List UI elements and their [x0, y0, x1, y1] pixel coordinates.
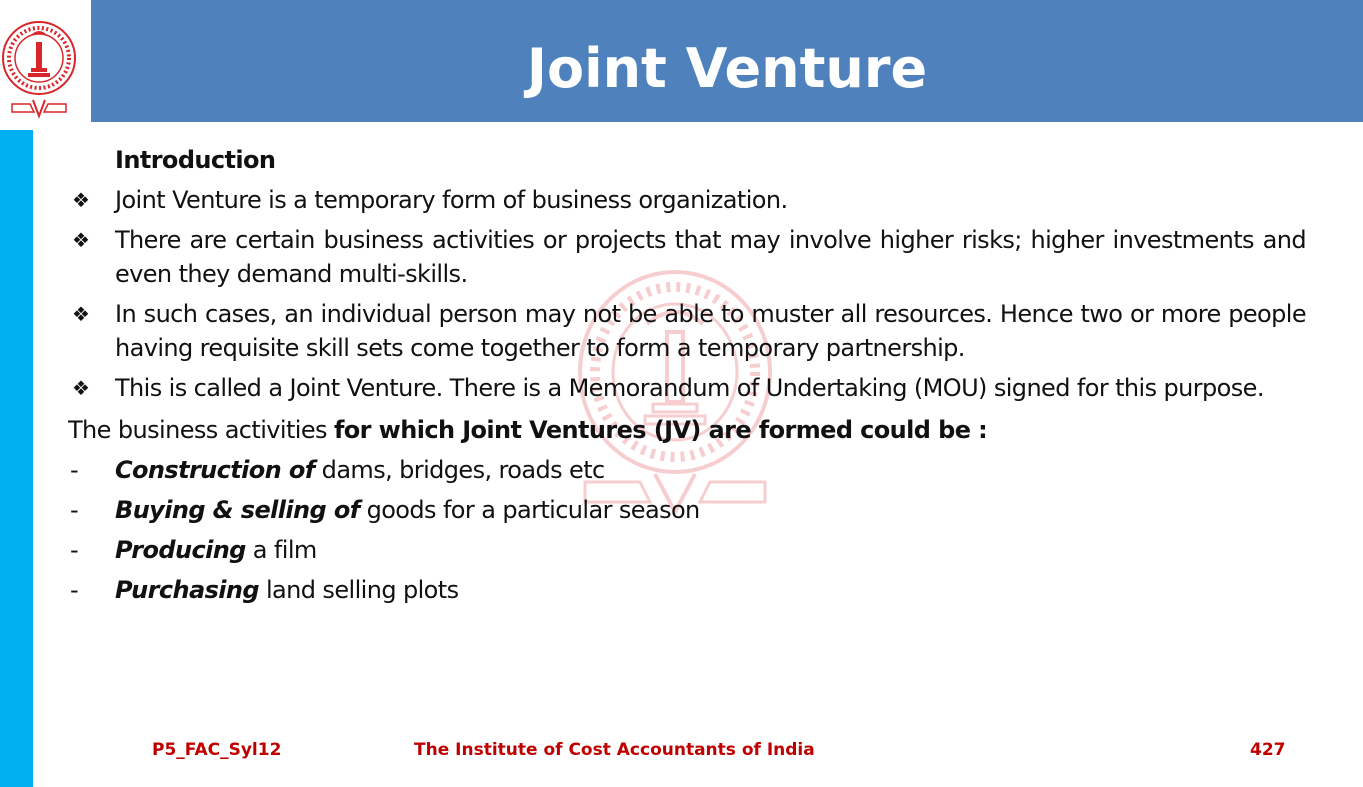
intro-bullet-text: There are certain business activities or projects that may involve higher risks; higher investments and even they demand multi-skills.: [115, 226, 1306, 288]
dash-marker: -: [70, 456, 79, 484]
activity-rest: a film: [245, 536, 317, 564]
activity-rest: land selling plots: [258, 576, 459, 604]
institute-logo-icon: [0, 0, 78, 122]
activity-item: [68, 533, 1306, 567]
intro-bullet: [68, 371, 1306, 405]
activity-emphasis: Purchasing: [115, 576, 259, 604]
intro-bullet: [68, 297, 1306, 365]
intro-bullet-text: In such cases, an individual person may not be able to muster all resources. Hence two or more people having requisite skill sets come together to form a temporary partnership.: [115, 300, 1306, 362]
dash-marker: -: [70, 576, 79, 604]
activity-emphasis: Buying & selling of: [115, 496, 360, 524]
bullet-diamond-icon: ❖: [72, 188, 90, 212]
activities-lead: [68, 413, 1306, 447]
activity-item: [68, 493, 1306, 527]
intro-bullet: [68, 223, 1306, 291]
activity-item: [68, 573, 1306, 607]
activity-rest: goods for a particular season: [359, 496, 700, 524]
activities-lead-bold: for which Joint Ventures (JV) are formed could be :: [333, 416, 988, 444]
intro-bullet-text: Joint Venture is a temporary form of business organization.: [115, 186, 788, 214]
dash-marker: -: [70, 536, 79, 564]
footer-page-number: 427: [1250, 740, 1286, 760]
slide-title: Joint Venture: [526, 37, 928, 100]
activities-lead-normal: The business activities: [68, 416, 334, 444]
bullet-diamond-icon: ❖: [72, 228, 90, 252]
slide-body: [68, 143, 1306, 613]
side-accent-strip: [0, 130, 33, 787]
dash-marker: -: [70, 496, 79, 524]
activity-rest: dams, bridges, roads etc: [314, 456, 605, 484]
footer-institute-name: The Institute of Cost Accountants of India: [414, 740, 815, 760]
activity-emphasis: Construction of: [115, 456, 315, 484]
activity-emphasis: Producing: [115, 536, 246, 564]
bullet-diamond-icon: ❖: [72, 376, 90, 400]
activity-item: [68, 453, 1306, 487]
bullet-diamond-icon: ❖: [72, 302, 90, 326]
footer-course-code: P5_FAC_Syl12: [152, 740, 282, 760]
intro-bullet-text: This is called a Joint Venture. There is a Memorandum of Undertaking (MOU) signed for this purpose.: [115, 374, 1264, 402]
intro-heading: Introduction: [115, 146, 276, 174]
intro-bullet: [68, 183, 1306, 217]
